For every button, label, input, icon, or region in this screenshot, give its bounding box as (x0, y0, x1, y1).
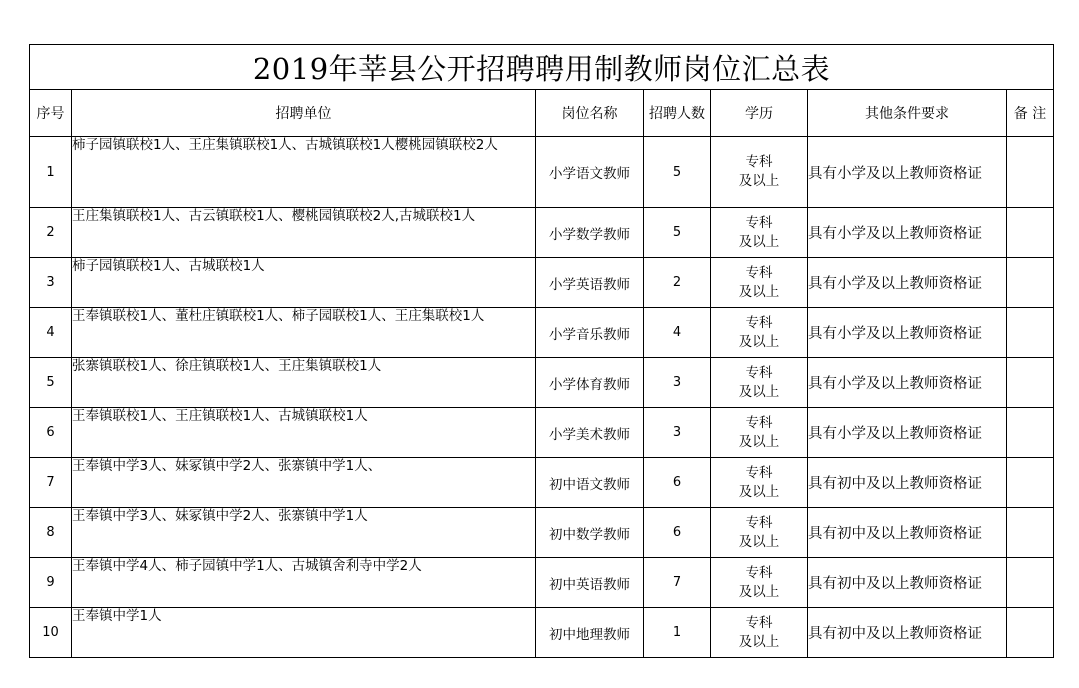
row-education (711, 608, 808, 658)
row-requirements: 具有小学及以上教师资格证 (808, 137, 1007, 208)
row-index: 5 (30, 358, 72, 408)
row-requirements: 具有初中及以上教师资格证 (808, 558, 1007, 608)
row-education (711, 408, 808, 458)
row-position: 小学数学教师 (536, 208, 644, 258)
row-unit: 王庄集镇联校1人、古云镇联校1人、樱桃园镇联校2人,古城联校1人 (72, 208, 536, 258)
table-row (30, 258, 1054, 308)
table-body (30, 137, 1054, 658)
header-index: 序号 (30, 90, 72, 137)
row-requirements: 具有小学及以上教师资格证 (808, 408, 1007, 458)
row-remarks (1007, 408, 1054, 458)
row-index: 2 (30, 208, 72, 258)
header-row (30, 90, 1054, 137)
row-requirements: 具有初中及以上教师资格证 (808, 608, 1007, 658)
education-line: 及以上 (738, 383, 780, 400)
table-row (30, 358, 1054, 408)
table-row (30, 308, 1054, 358)
row-position: 初中英语教师 (536, 558, 644, 608)
row-education (711, 258, 808, 308)
row-education (711, 558, 808, 608)
row-count: 2 (644, 258, 711, 308)
header-education: 学历 (711, 90, 808, 137)
education-line: 及以上 (738, 233, 780, 250)
education-line: 专科 (745, 314, 773, 331)
education-line: 及以上 (738, 483, 780, 500)
education-line: 专科 (745, 364, 773, 381)
row-remarks (1007, 358, 1054, 408)
row-count: 5 (644, 208, 711, 258)
education-line: 专科 (745, 514, 773, 531)
row-remarks (1007, 258, 1054, 308)
table-row (30, 458, 1054, 508)
row-position: 初中语文教师 (536, 458, 644, 508)
row-requirements: 具有小学及以上教师资格证 (808, 208, 1007, 258)
table-row (30, 408, 1054, 458)
row-requirements: 具有小学及以上教师资格证 (808, 358, 1007, 408)
row-education (711, 308, 808, 358)
row-requirements: 具有初中及以上教师资格证 (808, 458, 1007, 508)
row-index: 3 (30, 258, 72, 308)
row-education (711, 508, 808, 558)
row-count: 1 (644, 608, 711, 658)
row-index: 6 (30, 408, 72, 458)
row-remarks (1007, 458, 1054, 508)
row-remarks (1007, 608, 1054, 658)
row-unit: 王奉镇中学3人、妹冢镇中学2人、张寨镇中学1人、 (72, 458, 536, 508)
row-unit: 王奉镇中学3人、妹冢镇中学2人、张寨镇中学1人 (72, 508, 536, 558)
row-unit: 柿子园镇联校1人、古城联校1人 (72, 258, 536, 308)
education-line: 及以上 (738, 433, 780, 450)
row-requirements: 具有小学及以上教师资格证 (808, 308, 1007, 358)
recruitment-table (29, 44, 1054, 658)
row-count: 6 (644, 458, 711, 508)
row-count: 5 (644, 137, 711, 208)
row-count: 4 (644, 308, 711, 358)
row-requirements: 具有小学及以上教师资格证 (808, 258, 1007, 308)
header-position: 岗位名称 (536, 90, 644, 137)
row-position: 小学语文教师 (536, 137, 644, 208)
row-position: 初中数学教师 (536, 508, 644, 558)
row-position: 小学体育教师 (536, 358, 644, 408)
education-line: 及以上 (738, 533, 780, 550)
row-unit: 王奉镇联校1人、王庄镇联校1人、古城镇联校1人 (72, 408, 536, 458)
row-education (711, 358, 808, 408)
education-line: 及以上 (738, 333, 780, 350)
education-line: 及以上 (738, 633, 780, 650)
education-line: 专科 (745, 154, 773, 170)
row-education (711, 208, 808, 258)
row-remarks (1007, 508, 1054, 558)
row-index: 8 (30, 508, 72, 558)
row-count: 3 (644, 358, 711, 408)
row-unit: 王奉镇中学1人 (72, 608, 536, 658)
education-line: 专科 (745, 464, 773, 481)
row-unit: 张寨镇联校1人、徐庄镇联校1人、王庄集镇联校1人 (72, 358, 536, 408)
education-line: 专科 (745, 214, 773, 231)
row-index: 7 (30, 458, 72, 508)
table-row (30, 608, 1054, 658)
row-index: 4 (30, 308, 72, 358)
education-line: 及以上 (738, 583, 780, 600)
education-line: 专科 (745, 414, 773, 431)
table-title: 2019年莘县公开招聘聘用制教师岗位汇总表 (30, 45, 1054, 90)
header-count: 招聘人数 (644, 90, 711, 137)
education-line: 及以上 (738, 283, 780, 300)
row-count: 3 (644, 408, 711, 458)
row-position: 小学美术教师 (536, 408, 644, 458)
row-remarks (1007, 208, 1054, 258)
row-requirements: 具有初中及以上教师资格证 (808, 508, 1007, 558)
row-education (711, 458, 808, 508)
table-row (30, 208, 1054, 258)
row-remarks (1007, 137, 1054, 208)
row-position: 小学音乐教师 (536, 308, 644, 358)
row-index: 10 (30, 608, 72, 658)
row-count: 6 (644, 508, 711, 558)
row-count: 7 (644, 558, 711, 608)
row-unit: 王奉镇中学4人、柿子园镇中学1人、古城镇舍利寺中学2人 (72, 558, 536, 608)
education-line: 专科 (745, 264, 773, 281)
row-index: 1 (30, 137, 72, 208)
header-remarks: 备 注 (1007, 90, 1054, 137)
table-row (30, 558, 1054, 608)
row-education (711, 137, 808, 208)
header-requirements: 其他条件要求 (808, 90, 1007, 137)
row-index: 9 (30, 558, 72, 608)
row-unit: 王奉镇联校1人、董杜庄镇联校1人、柿子园联校1人、王庄集联校1人 (72, 308, 536, 358)
education-line: 专科 (745, 564, 773, 581)
row-remarks (1007, 308, 1054, 358)
row-position: 小学英语教师 (536, 258, 644, 308)
education-line: 及以上 (738, 173, 780, 189)
row-position: 初中地理教师 (536, 608, 644, 658)
table-row (30, 137, 1054, 208)
education-line: 专科 (745, 614, 773, 631)
table-row (30, 508, 1054, 558)
row-remarks (1007, 558, 1054, 608)
row-unit: 柿子园镇联校1人、王庄集镇联校1人、古城镇联校1人樱桃园镇联校2人 (72, 137, 536, 208)
header-unit: 招聘单位 (72, 90, 536, 137)
